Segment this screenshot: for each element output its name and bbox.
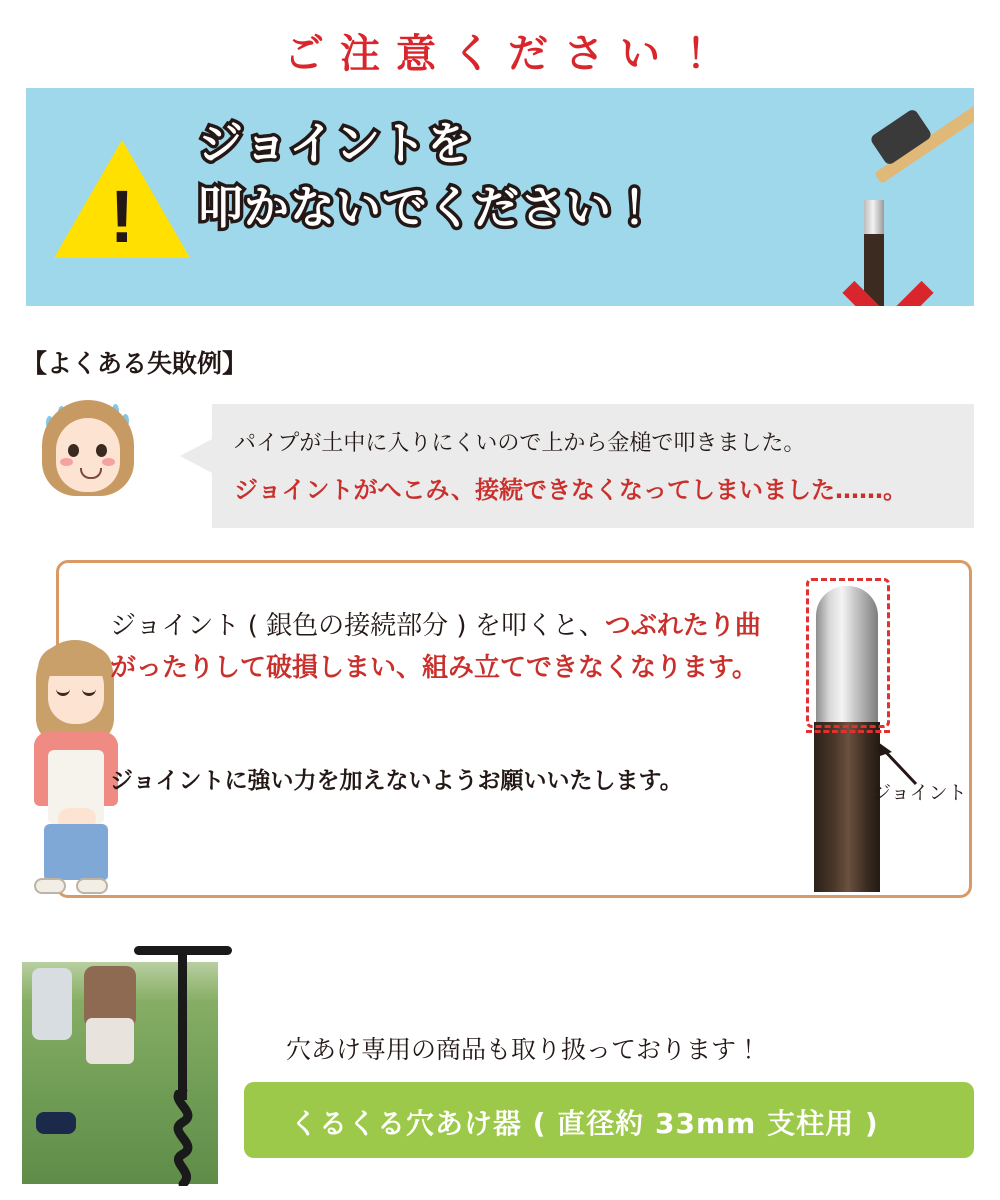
- avatar-blush: [102, 458, 115, 466]
- joint-shape: [864, 200, 884, 234]
- person-shoe: [76, 878, 108, 894]
- person-fringe: [38, 646, 112, 676]
- explanation-text-plain: ジョイント ( 銀色の接続部分 ) を叩くと、: [110, 611, 605, 641]
- product-link-label: くるくる穴あけ器 ( 直径約 33mm 支柱用 ): [290, 1107, 879, 1140]
- product-lead-text: 穴あけ専用の商品も取り扱っております！: [286, 1035, 762, 1064]
- product-link-button[interactable]: [244, 1082, 974, 1158]
- explanation-note: ジョイントに強い力を加えないようお願いいたします。: [110, 768, 683, 794]
- joint-boundary-dashed-line: [806, 730, 890, 733]
- joint-photo: [798, 572, 902, 892]
- auger-tool-illustration: [128, 940, 238, 1186]
- banner-line-1: ジョイントを: [198, 117, 474, 170]
- person-shoe: [34, 878, 66, 894]
- joint-highlight-dashed-box: [806, 578, 890, 728]
- failure-heading: 【よくある失敗例】: [22, 349, 248, 378]
- explanation-text: [110, 605, 770, 689]
- avatar-eye: [68, 444, 79, 457]
- auger-coil-icon: [162, 1090, 204, 1186]
- explanation-text-emphasis: つぶれたり曲がったりして破損しまい、組み立てできなくなります。: [110, 611, 761, 684]
- pipe-dark-part: [814, 722, 880, 892]
- banner-message: [198, 112, 778, 240]
- avatar-blush: [60, 458, 73, 466]
- avatar-face: [56, 418, 120, 492]
- banner-line-2: 叩かないでください！: [198, 180, 659, 234]
- balloon-text-line-1: パイプが土中に入りにくいので上から金槌で叩きました。: [234, 431, 806, 456]
- worried-woman-avatar: [28, 394, 148, 506]
- balloon-text-line-2: ジョイントがへこみ、接続できなくなってしまいました……。: [234, 476, 907, 504]
- avatar-eye: [96, 444, 107, 457]
- warning-banner: [26, 88, 974, 306]
- photo-person-lower: [86, 1018, 134, 1064]
- photo-person-background: [32, 968, 72, 1040]
- auger-shaft: [178, 950, 187, 1100]
- person-legs: [44, 824, 108, 880]
- page-title: ご注意ください！: [284, 31, 732, 77]
- exclamation-mark: !: [109, 175, 135, 258]
- speech-balloon: [212, 404, 974, 528]
- red-x-icon: [832, 270, 944, 306]
- photo-shoe: [36, 1112, 76, 1134]
- joint-photo-label: ジョイント: [872, 782, 967, 804]
